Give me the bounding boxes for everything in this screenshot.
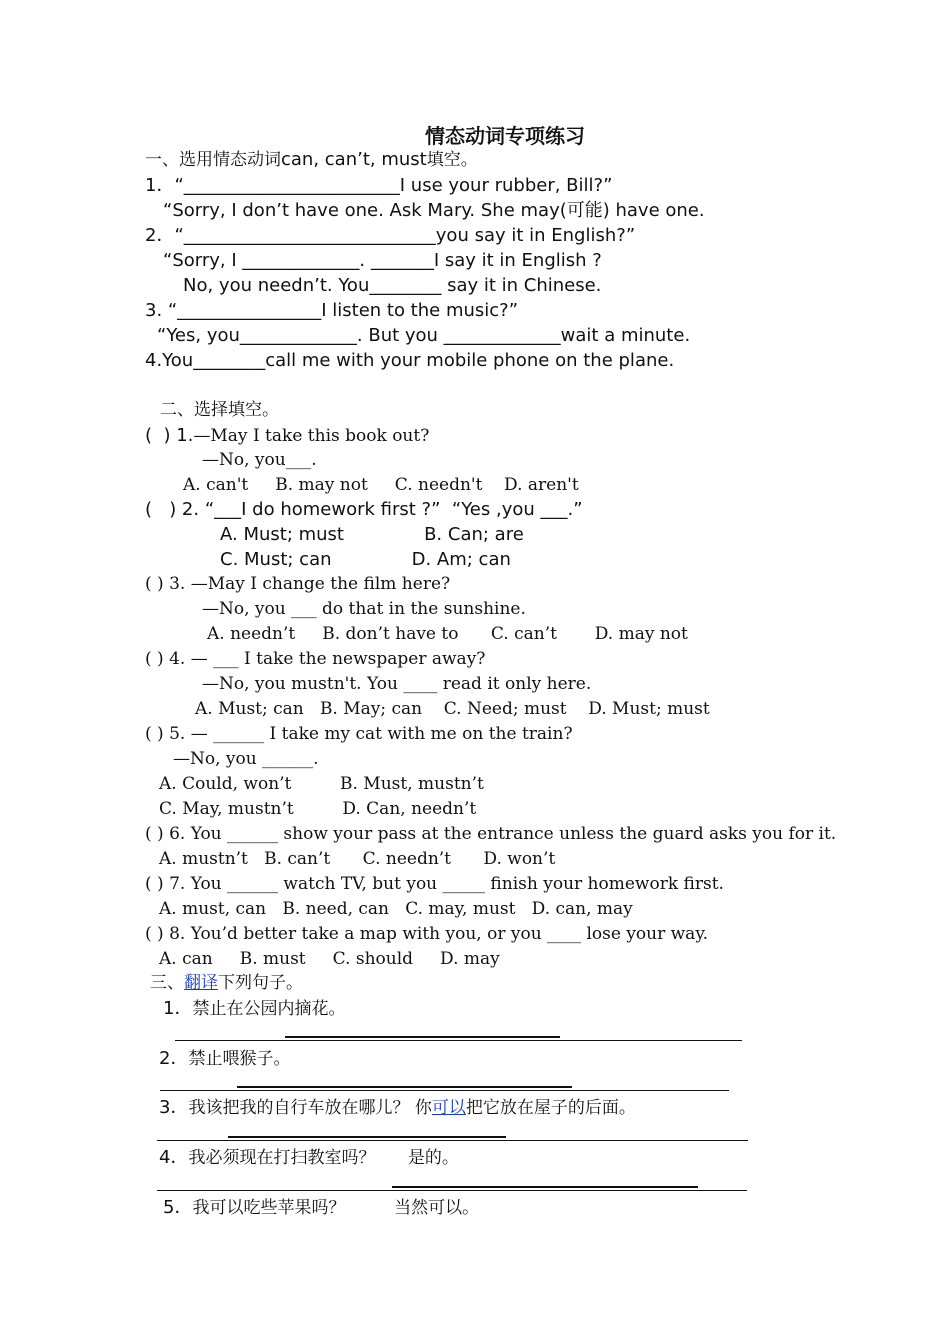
part1-line: “Sorry, I _____________. _______I say it in English ? bbox=[163, 250, 602, 271]
translation-item-3 bbox=[159, 1099, 636, 1117]
part1-line: 4.You________call me with your mobile phone on the plane. bbox=[145, 350, 675, 371]
options: A. Could, won’t B. Must, mustn’t bbox=[159, 774, 484, 794]
options: A. can't B. may not C. needn't D. aren't bbox=[183, 475, 579, 495]
part1-heading-c: 填空。 bbox=[426, 150, 478, 170]
answer-underline bbox=[228, 1136, 506, 1138]
answer-line bbox=[157, 1140, 748, 1141]
translation-item-5 bbox=[163, 1199, 479, 1217]
translation-item-2 bbox=[159, 1050, 290, 1068]
options: A. can B. must C. should D. may bbox=[159, 949, 500, 969]
question-4: ( ) 4. — ___ I take the newspaper away? bbox=[145, 649, 486, 669]
part1-heading bbox=[145, 151, 478, 169]
part1-heading-b: can, can’t, must bbox=[281, 149, 427, 170]
item-number: 2． bbox=[159, 1048, 189, 1069]
answer-line bbox=[160, 1090, 729, 1091]
options: A. needn’t B. don’t have to C. can’t D. may not bbox=[207, 624, 688, 644]
options: A. mustn’t B. can’t C. needn’t D. won’t bbox=[159, 849, 556, 869]
part1-line: 3. “________________I listen to the music?” bbox=[145, 300, 519, 321]
item-text-b: 把它放在屋子的后面。 bbox=[465, 1098, 636, 1118]
item-number: 1． bbox=[163, 998, 193, 1019]
answer-underline bbox=[237, 1086, 572, 1088]
question-7: ( ) 7. You ______ watch TV, but you _____ finish your homework first. bbox=[145, 874, 724, 894]
translate-link[interactable]: 翻译 bbox=[184, 973, 218, 993]
answer-line: —No, you ___ do that in the sunshine. bbox=[202, 599, 526, 619]
part1-line: 2．“____________________________you say it in English?” bbox=[145, 225, 636, 246]
item-text-a: 我该把我的自行车放在哪儿？ 你 bbox=[188, 1098, 432, 1118]
item-number: 4． bbox=[159, 1147, 189, 1168]
answer-line: —No, you mustn't. You ____ read it only here. bbox=[202, 674, 592, 694]
answer-underline bbox=[285, 1036, 560, 1038]
item-text: 我可以吃些苹果吗？ 当然可以。 bbox=[192, 1198, 480, 1218]
question-8: ( ) 8. You’d better take a map with you, or you ____ lose your way. bbox=[145, 924, 709, 944]
question-3: ( ) 3. —May I change the film here? bbox=[145, 574, 451, 594]
options: A. must, can B. need, can C. may, must D. can, may bbox=[159, 899, 633, 919]
answer-line: —No, you ______. bbox=[173, 749, 319, 769]
answer-underline bbox=[392, 1186, 698, 1188]
answer-line: —No, you___. bbox=[202, 450, 317, 470]
can-link[interactable]: 可以 bbox=[431, 1098, 466, 1118]
options: C. Must; can D. Am; can bbox=[220, 549, 511, 570]
part1-line: “Sorry, I don’t have one. Ask Mary. She may(可能) have one. bbox=[163, 200, 705, 221]
question-2: ( ) 2. “___I do homework first ?” “Yes ,you ___.” bbox=[145, 499, 583, 520]
translation-item-4 bbox=[159, 1149, 459, 1167]
part1-heading-a: 一、选用情态动词 bbox=[145, 150, 281, 170]
part3-heading bbox=[150, 975, 303, 992]
part2-heading: 二、选择填空。 bbox=[160, 400, 279, 420]
part1-line: 1．“________________________I use your rubber, Bill?” bbox=[145, 175, 613, 196]
page-title: 情态动词专项练习 bbox=[425, 124, 585, 148]
question-1 bbox=[145, 427, 429, 445]
part3-heading-a: 三、 bbox=[150, 973, 184, 993]
item-text: 禁止在公园内摘花。 bbox=[192, 999, 346, 1019]
question-5: ( ) 5. — ______ I take my cat with me on the train? bbox=[145, 724, 573, 744]
translation-item-1 bbox=[163, 1000, 345, 1018]
part1-line: “Yes, you_____________. But you _____________wait a minute. bbox=[157, 325, 691, 346]
part3-heading-b: 下列句子。 bbox=[218, 973, 303, 993]
item-text: 我必须现在打扫教室吗？ 是的。 bbox=[188, 1148, 459, 1168]
options: A. Must; can B. May; can C. Need; must D. Must; must bbox=[195, 699, 710, 719]
question-number: ( ) 1. bbox=[145, 425, 194, 446]
question-text: —May I take this book out? bbox=[193, 426, 430, 446]
part1-line: No, you needn’t. You________ say it in Chinese. bbox=[183, 275, 602, 296]
answer-line bbox=[157, 1190, 747, 1191]
answer-line bbox=[175, 1040, 742, 1041]
item-number: 3． bbox=[159, 1097, 189, 1118]
options: A. Must; must B. Can; are bbox=[220, 524, 524, 545]
item-number: 5． bbox=[163, 1197, 193, 1218]
item-text: 禁止喂猴子。 bbox=[188, 1049, 291, 1069]
options: C. May, mustn’t D. Can, needn’t bbox=[159, 799, 477, 819]
question-6: ( ) 6. You ______ show your pass at the entrance unless the guard asks you for it. bbox=[145, 824, 837, 844]
